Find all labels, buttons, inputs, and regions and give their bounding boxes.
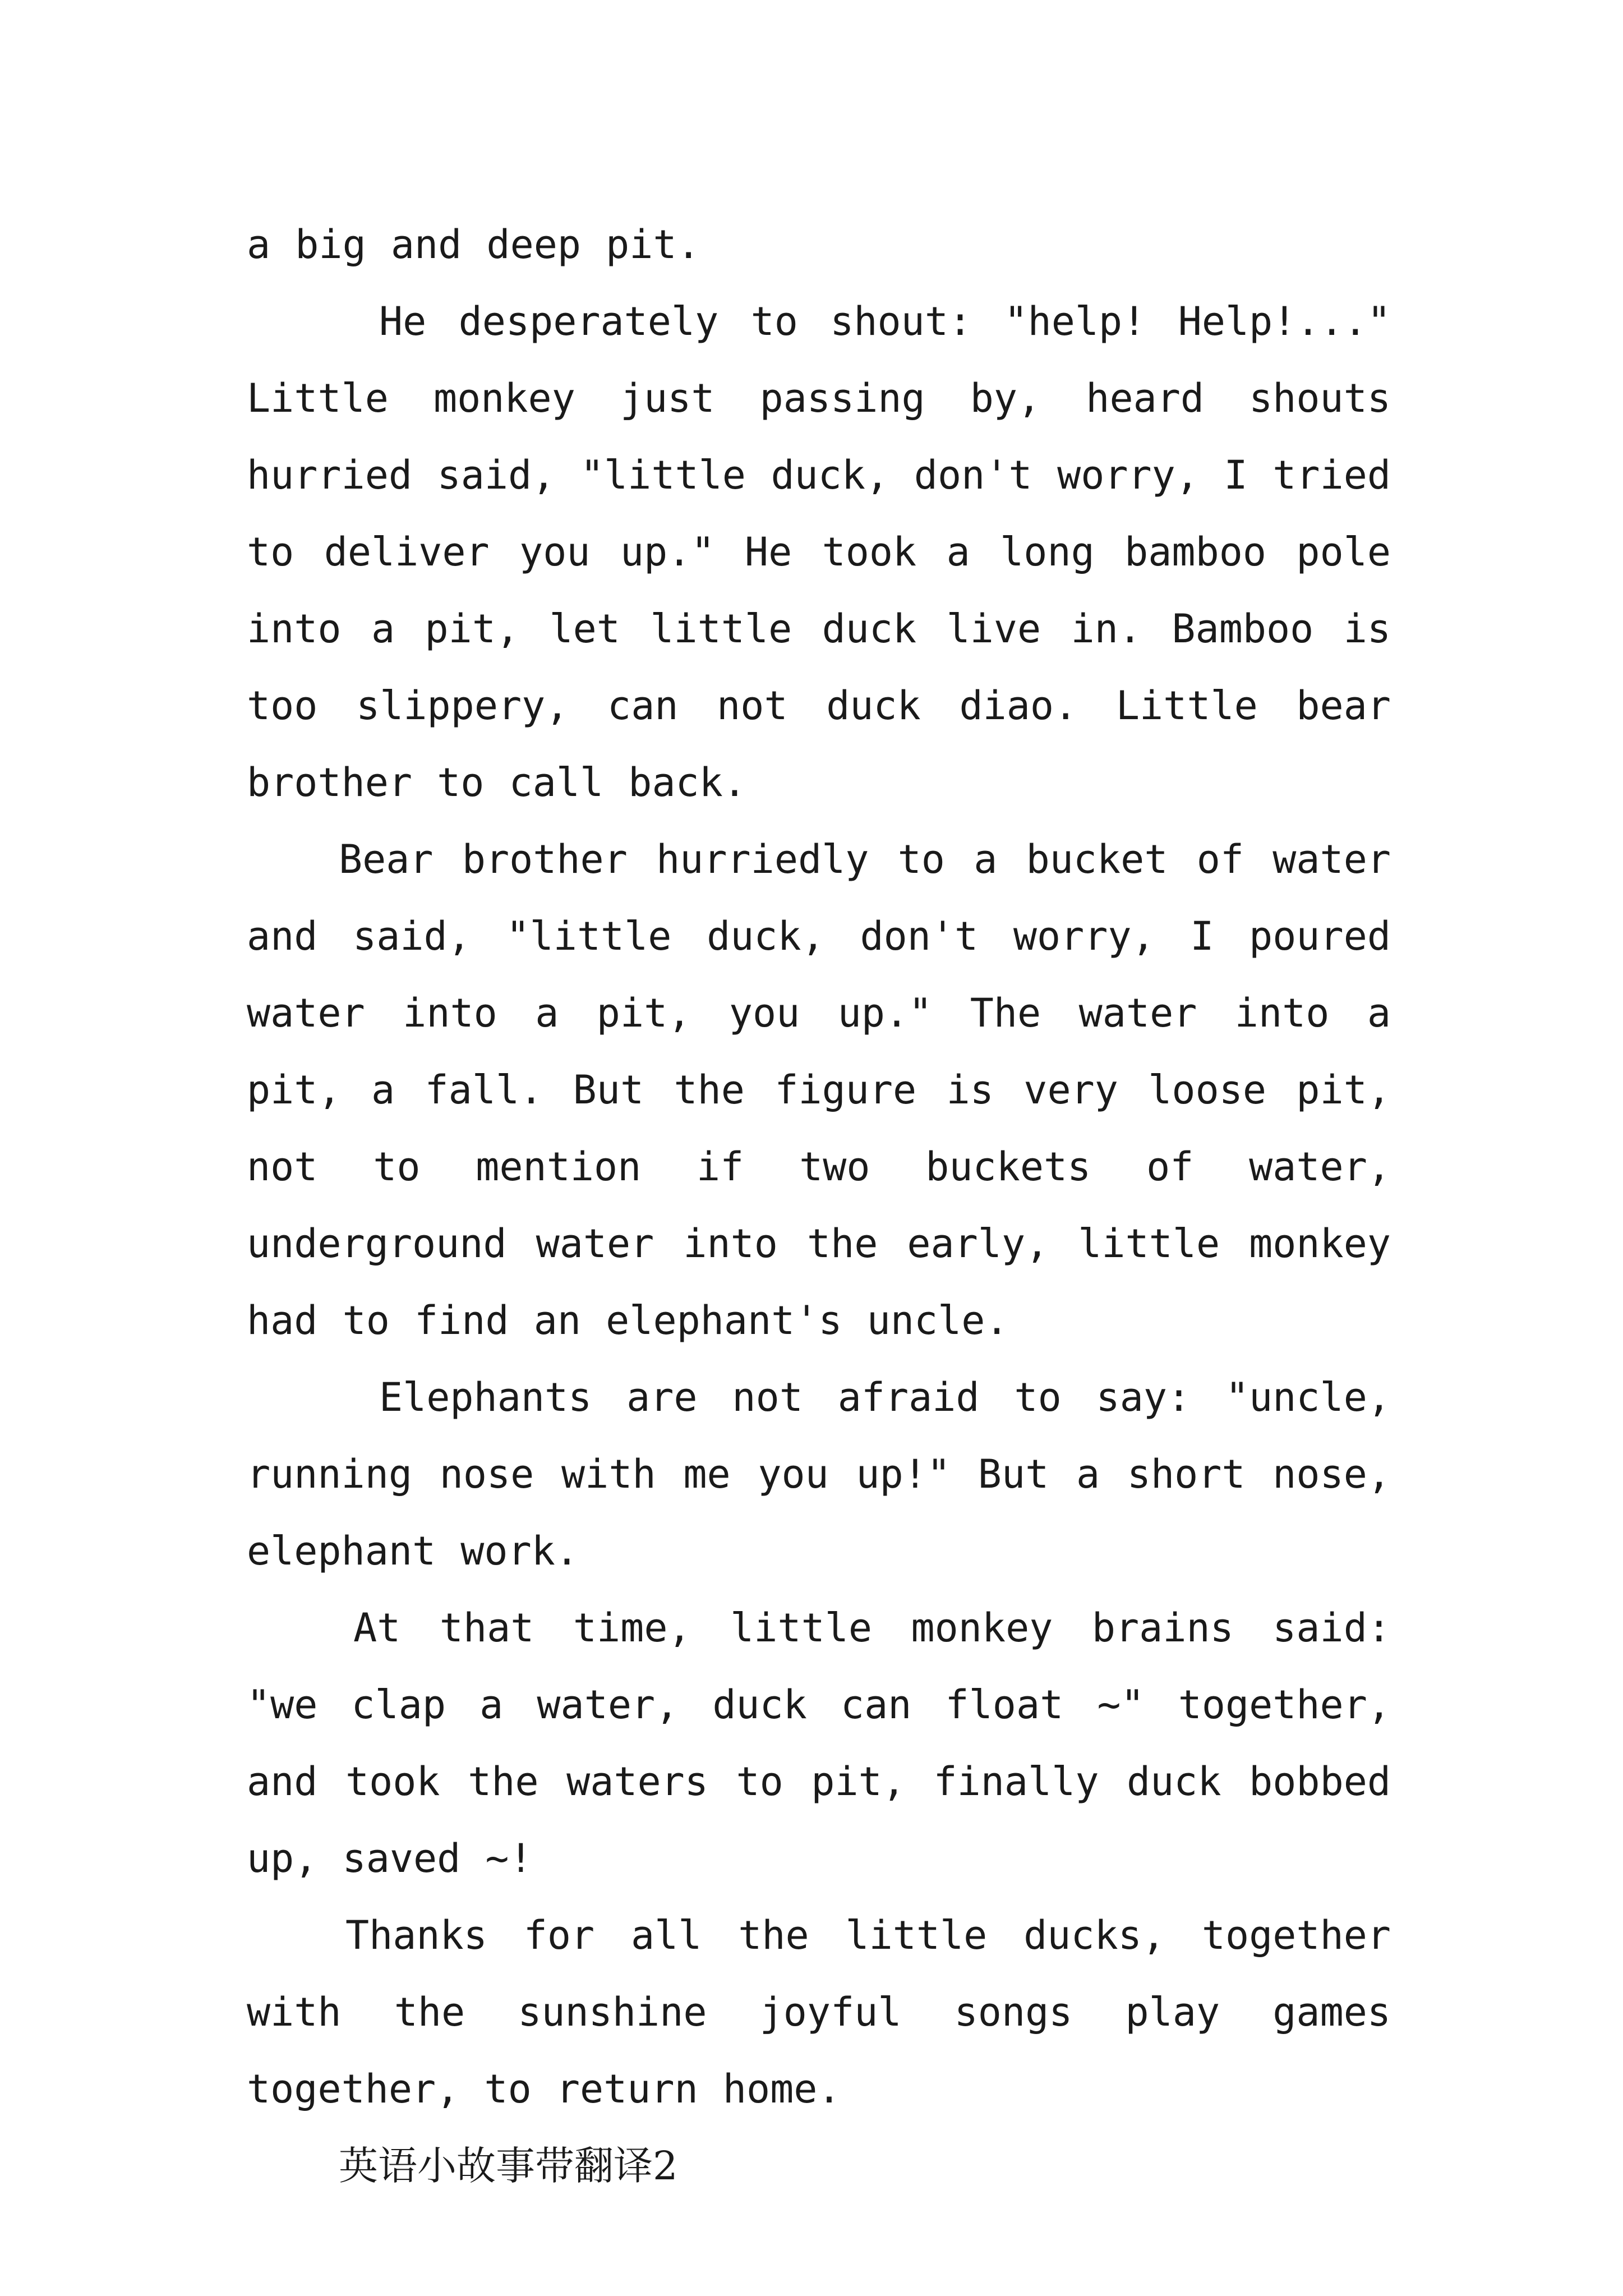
paragraph-monkey-help: He desperately to shout: "help! Help!..." Little monkey just passing by, heard shouts hurried said, "little duck, don't worry, I tried to deliver you up." He took a long bamboo pole into a pit, let little duck live in. Bamboo is too slippery, can not duck diao. Little bear brother to call back. bbox=[247, 298, 1391, 806]
body-text bbox=[247, 206, 1391, 2205]
section-heading: 英语小故事带翻译2 bbox=[339, 2143, 678, 2189]
paragraph-elephant: Elephants are not afraid to say: "uncle, running nose with me you up!" But a short nose, elephant work. bbox=[247, 1374, 1391, 1574]
paragraph-continuation: a big and deep pit. bbox=[247, 222, 700, 268]
paragraph-monkey-idea: At that time, little monkey brains said: "we clap a water, duck can float ~" together, and took the waters to pit, finally duck bobbed up, saved ~! bbox=[247, 1605, 1391, 1881]
paragraph-thanks: Thanks for all the little ducks, together with the sunshine joyful songs play games together, to return home. bbox=[247, 1912, 1391, 2112]
paragraph-bear-water: Bear brother hurriedly to a bucket of water and said, "little duck, don't worry, I poured water into a pit, you up." The water into a pit, a fall. But the figure is very loose pit, not to mention if two buckets of water, underground water into the early, little monkey had to find an elephant's uncle. bbox=[247, 836, 1391, 1343]
